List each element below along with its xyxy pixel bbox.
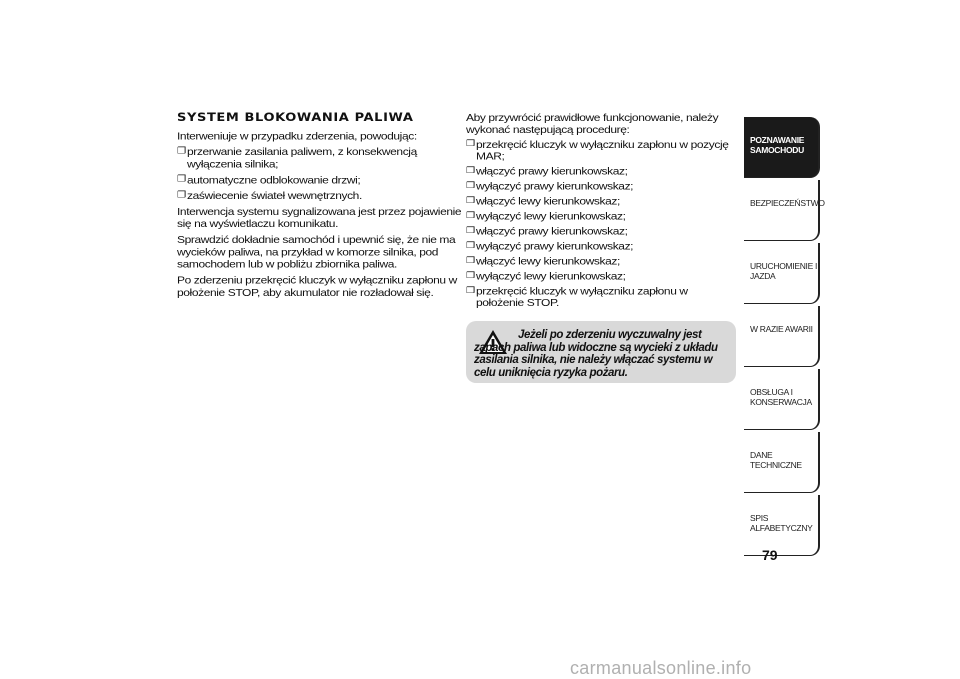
paragraph: Sprawdzić dokładnie samochód i upewnić się, że nie ma wycieków paliwa, na przykład w komorze silnika, pod samochodem lub w pobliżu zbiornika paliwa. (177, 233, 456, 271)
section-title: SYSTEM BLOKOWANIA PALIWA (177, 111, 414, 125)
list-item: ❒ przekręcić kluczyk w wyłączniku zapłonu w położenie STOP. (466, 285, 688, 309)
tab-label: DANE TECHNICZNE (750, 450, 802, 470)
paragraph: Po zderzeniu przekręcić kluczyk w wyłączniku zapłonu w położenie STOP, aby akumulator nie rozładował się. (177, 273, 457, 299)
tab-label: W RAZIE AWARII (750, 324, 813, 334)
right-column (466, 112, 736, 312)
left-column (177, 112, 467, 302)
tab-label: BEZPIECZEŃSTWO (750, 198, 825, 208)
tab-label: POZNAWANIE SAMOCHODU (750, 135, 805, 155)
tab-spis-alfabetyczny[interactable] (744, 495, 820, 556)
watermark: carmanualsonline.info (570, 658, 752, 678)
checkbox-bullet-icon: ❒ (466, 139, 475, 149)
list-item: ❒ włączyć lewy kierunkowskaz; (466, 255, 620, 267)
checkbox-bullet-icon: ❒ (466, 196, 475, 206)
tab-label: URUCHOMIENIE I JAZDA (750, 261, 818, 281)
intro-text: Aby przywrócić prawidłowe funkcjonowanie, należy wykonać następującą procedurę: (466, 112, 719, 136)
tab-dane-techniczne[interactable] (744, 432, 820, 493)
checkbox-bullet-icon: ❒ (466, 241, 475, 251)
list-item: ❒ włączyć lewy kierunkowskaz; (466, 195, 620, 207)
list-item: ❒ włączyć prawy kierunkowskaz; (466, 225, 628, 237)
checkbox-bullet-icon: ❒ (466, 181, 475, 191)
list-item: ❒ wyłączyć prawy kierunkowskaz; (466, 180, 634, 192)
warning-box (466, 321, 736, 383)
tab-label: OBSŁUGA I KONSERWACJA (750, 387, 812, 407)
list-item: ❒ wyłączyć lewy kierunkowskaz; (466, 210, 626, 222)
checkbox-bullet-icon: ❒ (466, 286, 475, 296)
checkbox-bullet-icon: ❒ (466, 271, 475, 281)
warning-text: Jeżeli po zderzeniu wyczuwalny jest zapach paliwa lub widoczne są wycieki z układu zasilania silnika, nie należy włączać systemu w celu uniknięcia ryzyka pożaru. (474, 329, 718, 379)
list-item: ❒ włączyć prawy kierunkowskaz; (466, 165, 628, 177)
list-item: ❒ przekręcić kluczyk w wyłączniku zapłonu w pozycję MAR; (466, 138, 729, 162)
intro-text: Interweniuje w przypadku zderzenia, powodując: (177, 129, 417, 142)
tab-uruchomienie-i-jazda[interactable] (744, 243, 820, 304)
paragraph: Interwencja systemu sygnalizowana jest przez pojawienie się na wyświetlaczu komunikatu. (177, 205, 462, 230)
list-item: ❒ zaświecenie świateł wewnętrznych. (177, 189, 362, 202)
checkbox-bullet-icon: ❒ (177, 146, 186, 156)
list-item: ❒ wyłączyć prawy kierunkowskaz; (466, 240, 634, 252)
checkbox-bullet-icon: ❒ (466, 226, 475, 236)
tab-w-razie-awarii[interactable] (744, 306, 820, 367)
checkbox-bullet-icon: ❒ (177, 174, 186, 185)
checkbox-bullet-icon: ❒ (466, 256, 475, 266)
checkbox-bullet-icon: ❒ (466, 166, 475, 176)
tab-label: SPIS ALFABETYCZNY (750, 513, 813, 533)
tab-obsluga-i-konserwacja[interactable] (744, 369, 820, 430)
list-item: ❒ przerwanie zasilania paliwem, z konsekwencją wyłączenia silnika; (177, 145, 417, 171)
checkbox-bullet-icon: ❒ (177, 190, 186, 200)
page-number: 79 (762, 547, 778, 563)
checkbox-bullet-icon: ❒ (466, 211, 475, 221)
list-item: ❒ wyłączyć lewy kierunkowskaz; (466, 270, 626, 282)
tab-bezpieczenstwo[interactable] (744, 180, 825, 241)
chapter-tabs (744, 117, 825, 558)
list-item: ❒ automatyczne odblokowanie drzwi; (177, 173, 361, 186)
tab-poznawanie-samochodu[interactable] (744, 117, 820, 178)
